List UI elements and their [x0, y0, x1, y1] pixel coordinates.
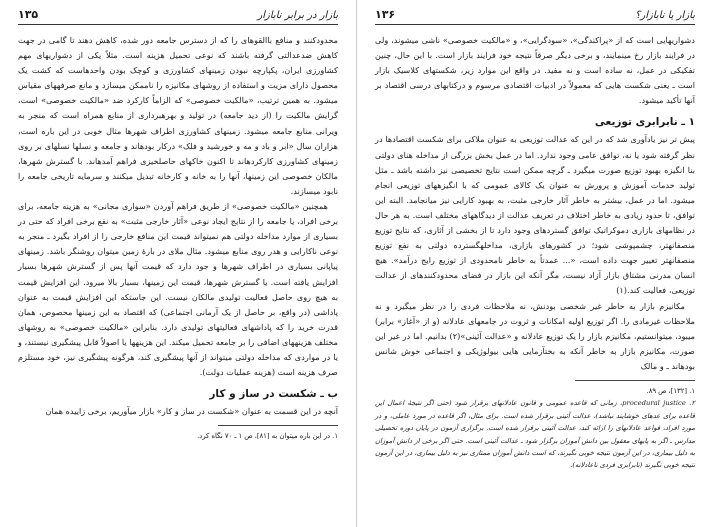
running-head-right	[375, 8, 695, 25]
running-title: بازار یا نابازار؟	[635, 10, 695, 21]
footnote: ۱. در این باره میتوان به [۸۱]، ص ۱ ـ ۷۰ نگاه کرد.	[197, 432, 338, 441]
body-text	[18, 33, 338, 380]
paragraph: دشواریهایی است که از «پراکندگی»، «سودگرایی»، و «مالکیت خصوصی» ناشی میشوند، ولی در فرایند بازار رخ مینمایند، و برخی دیگر صرفاً نتیجه خود فرایند بازار است. با این حال، چنین تفکیکی در عمل، نه ساده است و نه مفید. در واقع این موارد زیر، شکستهای کلاسیک بازار است ـ یعنی شکست هایی که معمولاً در ادبیات اقتصادی مرسوم و درکتابهای درسی اقتصاد بر آنها تأکید میشود.	[375, 35, 695, 106]
running-title: بازار در برابر نابازار	[257, 10, 338, 21]
paragraph: پیش تر نیز یادآوری شد که در این که عدالت توزیعی به عنوان ملاکی برای شکست اقتصادها در نظر گرفته شود یا نه، توافق عامی وجود ندارد. اما در عمل بخش بزرگی از مداخله هنای دولتی بنا انگیزه بهبود توزیع صورت میگیرد ـ گرچه ممکن است نتایج تخصیصی نیز داشته باشد ـ مثل تولید خدمات آموزش و پرورش به عنوان یک کالای عمومی که با انگیزههای توزیعی انجام میشود. اما در عمل، بیشتر به خاطر آثار خارجی مثبت، به بهبود کارایی نیز میانجامد. البته این توافق، تا حدود زیادی به خاطر اختلاف در تعریف عدالت از دیدگاههای مختلف است. به هر حال در نظامهای بازاری دموکراتیک توافق گستردهای وجود دارد تا از بخشی از آثاری، که نتایج توزیع منصفانهتر، چشمپوشی شود؛ در کشورهای بازاری، مداخلهگسترده دولتی به نفع توزیع منصفانهتر تغییر جهت داده است، «... عمدتاً به خاطر نامحدودی از توزیع رایج درآمد». هیچ انسان مدرنی مشتاق بازار آزاد نیست، مگر آنکه این بازار در فضای محدودکنندهای از عدالت توزیعی، فعالیت کند.(۱)	[375, 134, 695, 296]
running-head-left	[18, 8, 338, 25]
page-number: ۱۳۵	[18, 8, 39, 21]
section-body	[375, 132, 695, 374]
paragraph: آنچه در این قسمت به عنوان «شکست در ساز و کار» بازار میآوریم، برخی زاییده همان	[45, 406, 338, 417]
section-heading: ب ـ شکست در ساز و کار	[209, 388, 338, 401]
footnote: ۲. procedural justice، زمانی که قاعده عمومی و قانون عادلانهای برقرار شود (حتی اگر نتیجهٔ اعمال این قاعده برای عدهای خوشایند نباشد)، عدالت آئینی برقرار شده است. برای مثال، اگر قاعده در مورد عاملی، و در مورد افراد، قواعد عادلانهای را ارائه کند، عدالت آئینی برقرار شده است. برگزاری آزمون در پایان دوره تحصیلی مدارس ـ اگر به پایهای معقول بین دانش آموزان برگزار شود ـ عدالت آئینی است. حتی اگر برخی از دانش آموزان به دلیل بیماری، در این آزمون نتیجه خوبی نگیرند، که است دانش آموزان ممتازی نیز به دلیل بیماری، در این آزمون نتیجه خوبی نگیرند (نابرابری فردی ناعادلانه).	[375, 399, 695, 470]
section-body	[18, 404, 338, 419]
right-page	[357, 0, 713, 527]
left-page	[0, 0, 356, 527]
footnote-divider	[218, 425, 338, 426]
body-text	[375, 33, 695, 108]
paragraph: محدودکنند و منافع باالقوهای را که از دسترس جامعه دور شده، کاهش دهند تا گامی در جهت کاهش ضدعدالتی گرفته باشند که نوعی تحمیل هزینه است. مثلاً یکی از دشواریهای مهم کشاورزی ایران، پکپارچه نبودن زمینهای کشاورزی و کوچک بودن واحدهاست که کشت یک محصول دارای مزیت و استفاده از روشهای مکانیزه را ناممکن میسازد و مانع صرفههای مقیاس میشود. به همین ترتیب، «مالکیت خصوصی» که الزاماً کارکرد ضد «مالکیت خصوصی» است، گرایش مالکیت را (از دید جامعه) در تولید و بهرهبرداری از منابع همراه است که منجر به ویرانی منابع جامعه میشود. زمینهای کشاورزی اطراف شهرها مثال خوبی در این باره است، هزاران سال «ابر و باد و مه و خورشید و فلک» درکار بودهاند و جامعه و نسلها نسلهای بر روی زمینهای کشاورزی کارکردهاند تا اکنون خاکهای حاصلخیزی فراهم آمدهاند. با گسترش شهرها، مالکان خصوصی این زمینها، آنها را به خانه و کارخانه تبدیل میکنند و سرمایه تاریخی جامعه را نابود میسازند.	[18, 35, 338, 196]
footnotes	[375, 385, 695, 472]
footnotes	[18, 430, 338, 442]
paragraph: مکانیزم بازار به خاطر غیر شخصی بودنش، نه ملاحظات فردی را در نظر میگیرد و نه ملاحظات غیرمادی را. اگر توزیع اولیه امکانات و ثروت در جامعهای عادلانه (و از «آغاز» برابر) میبود، میتوانستیم، مکانیزم بازار را یک توزیع عادلانه و «عدالت آئینی»(۲) بدانیم. اما در غیر این صورت، مکانیزم بازار به خاطر آنکه به بختآزمایی هایی بیولوژیکی و اجتماعی خوش شانس بودهاند ـ و مالک	[375, 300, 695, 371]
page-number: ۱۳۶	[375, 8, 396, 21]
section-heading: ۱ ـ نابرابری توزیعی	[594, 116, 695, 129]
footnote: ۱. [۱۳۲]، ص ۸۹.	[646, 386, 695, 395]
footnote-divider	[575, 380, 695, 381]
paragraph: همچنین «مالکیت خصوصی» از طریق فراهم آوردن «سواری مجانی» به هزینه جامعه، برای برخی افراد، یا جامعه را از نتایج ایجاد نوعی «آثار خارجی مثبت» به نفع برخی افراد که حتی در بسیاری از موارد مداخله دولتی هم نمیتواند قیمت این منافع خارجی را از افراد بگیرد ـ منجر به نوعی ناکارایی و هدر روی منابع میشود. مثال ملای در بارهٔ زمین میتوان روشنگر باشد. زمینهای پیاپانی بسیاری در اطراف شهرها و جود دارد که قیمت آنها پس از گسترش شهرها بسیار افزایش یافته است. یا گسترش شهرها، قیمت این زمینها، بسیار بالا میرود. این افزایش قیمت به هیچ روی حاصل فعالیت تولیدی مالکان نیست. این جاستکه این افزایش قیمت به عنوان پاداشی (در واقع، بر حاصل از یک آرمانی اجتماعی) که اقتصاد به این زمینها محصوص، همان قدرت خرید را که پاداشهای فعالیتهای تولیدی دارد. بنابراین «مالکیت خصوصی» به روشهای مختلف هزینههای اضافی را بر جامعه تحمیل میکند. این هزینهها یا اصولاً قابل پیشگیری نیستند، و یا در مواردی که مداخله دولتی میتواند از آنها پیشگیری کند، هرگونه پیشگیری نیز، خود مستلزم صرف هزینه است (هزینه عملیات دولت).	[18, 201, 338, 378]
